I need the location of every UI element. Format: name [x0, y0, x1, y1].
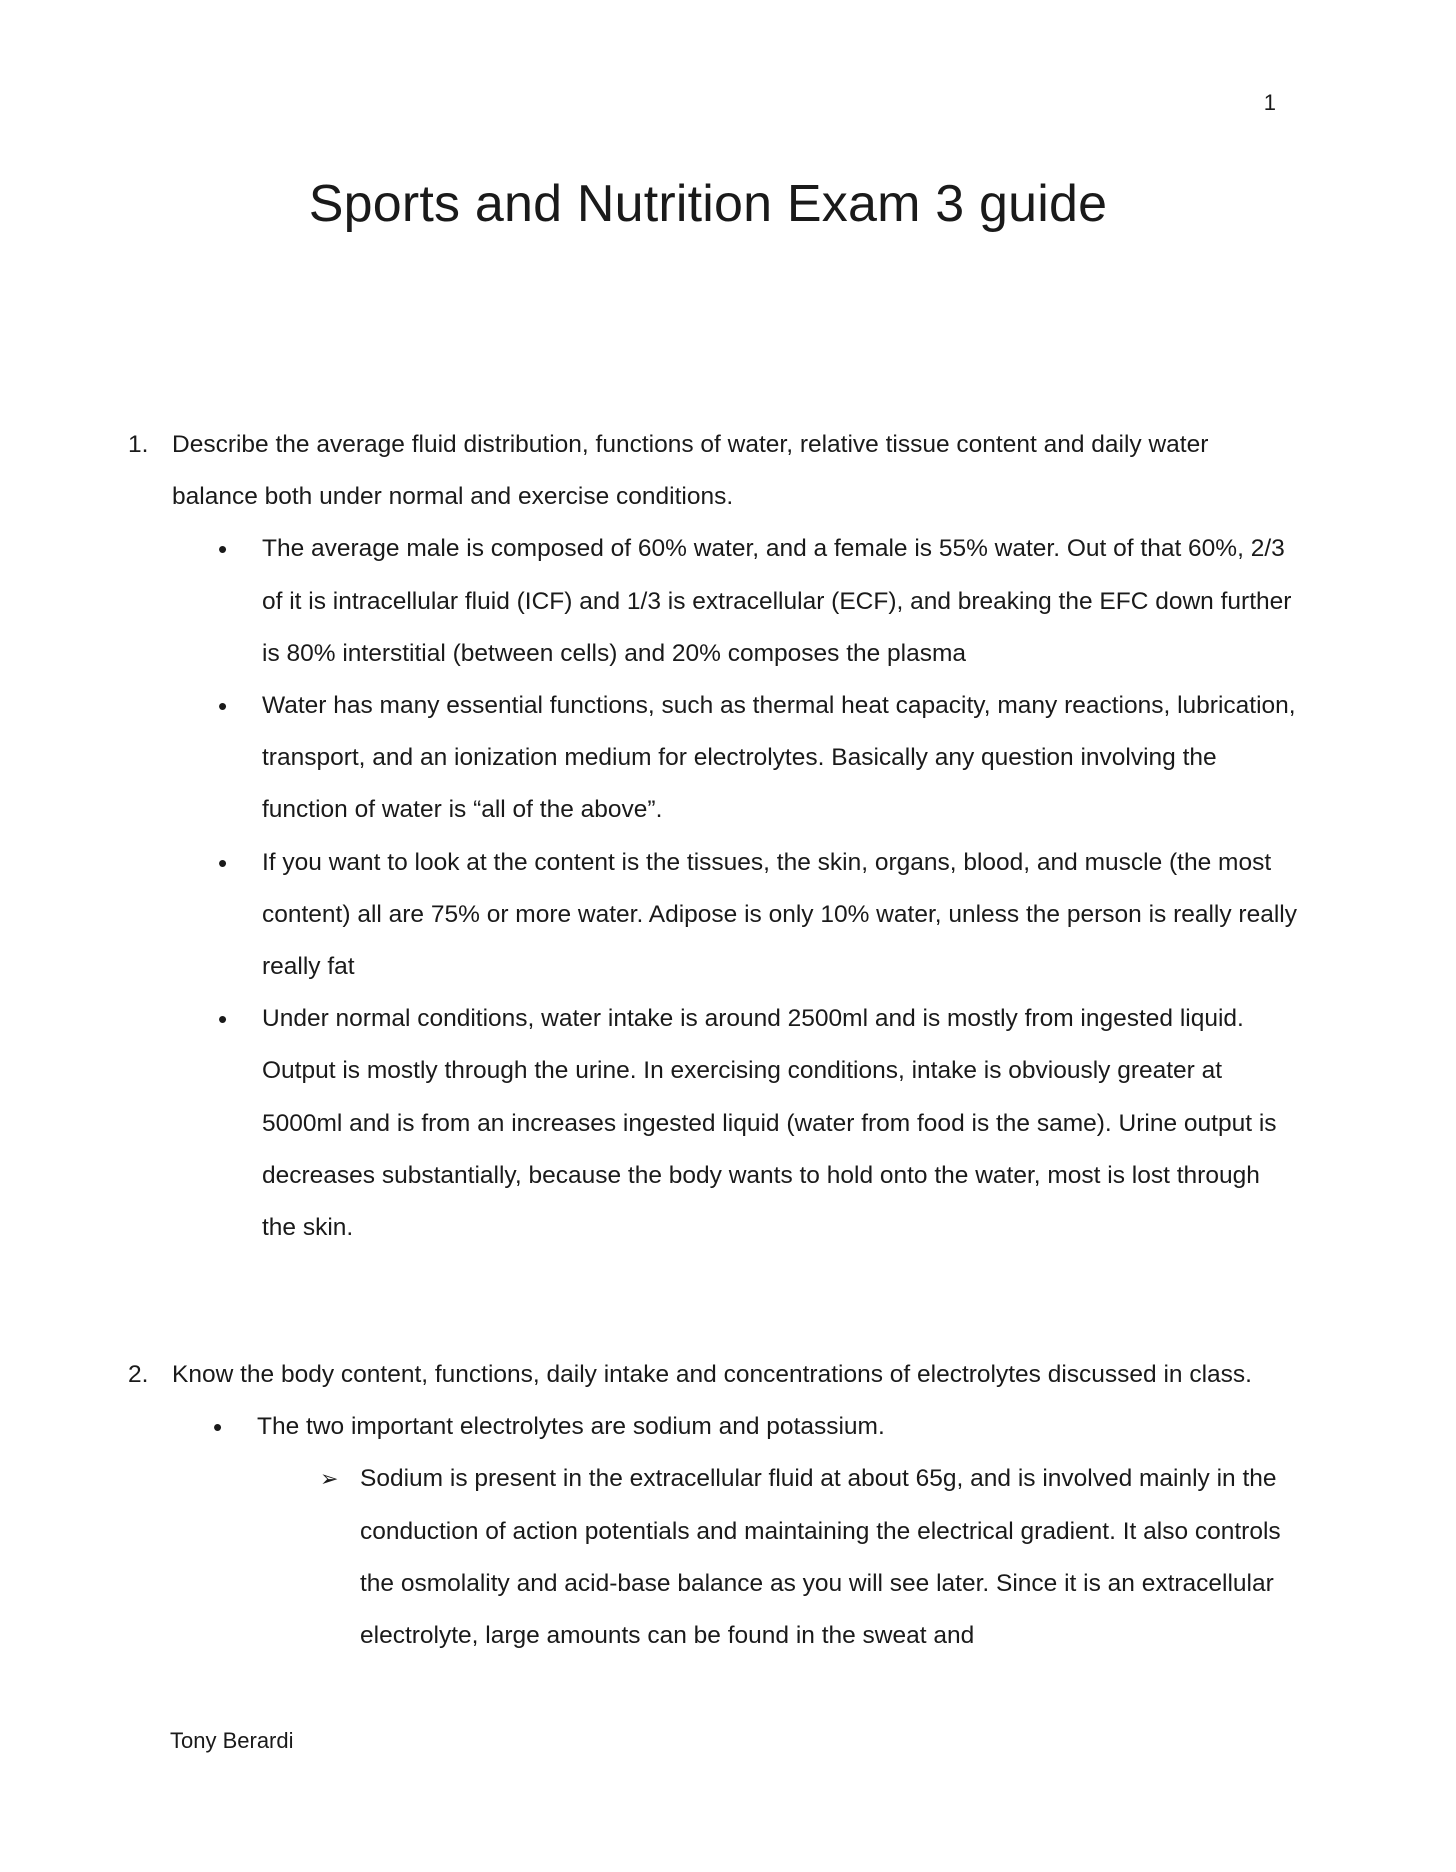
question-1 — [128, 419, 1298, 1254]
question-1-number: 1. — [128, 431, 149, 458]
bullet-icon: • — [218, 847, 228, 878]
question-2-number: 2. — [128, 1361, 149, 1388]
question-2-subbullet-list — [128, 1453, 1298, 1662]
bullet-text: If you want to look at the content is the tissues, the skin, organs, blood, and muscle (the most content) all are 75% or more water. Adipose is only 10% water, unless the person is really really really fat — [262, 848, 1297, 981]
bullet-text: Water has many essential functions, such as thermal heat capacity, many reactions, lubrication, transport, and an ionization medium for electrolytes. Basically any question involving the function of water is “all of the above”. — [262, 692, 1296, 824]
list-item — [128, 837, 1298, 994]
question-2-text: Know the body content, functions, daily intake and concentrations of electrolytes discussed in class. — [172, 1361, 1252, 1388]
bullet-text: The average male is composed of 60% water, and a female is 55% water. Out of that 60%, 2/3 of it is intracellular fluid (ICF) and 1/3 is extracellular (ECF), and breaking the EFC down further is 80% interstitial (between cells) and 20% composes the plasma — [262, 535, 1292, 667]
question-1-text: Describe the average fluid distribution, functions of water, relative tissue content and daily water balance both under normal and exercise conditions. — [172, 431, 1209, 511]
question-2 — [128, 1349, 1298, 1662]
bullet-text: The two important electrolytes are sodium and potassium. — [257, 1413, 885, 1441]
question-1-header — [128, 419, 1298, 523]
footer-author: Tony Berardi — [170, 1728, 294, 1753]
document-title: Sports and Nutrition Exam 3 guide — [308, 175, 1108, 233]
list-item — [128, 1401, 1298, 1453]
question-1-bullet-list — [128, 523, 1298, 1254]
list-item — [128, 523, 1298, 680]
arrow-bullet-icon: ➢ — [320, 1466, 339, 1492]
bullet-icon: • — [218, 1004, 228, 1035]
bullet-icon: • — [213, 1412, 223, 1443]
list-item — [128, 1453, 1298, 1662]
page-number: 1 — [1263, 90, 1276, 115]
bullet-icon: • — [218, 691, 228, 722]
question-2-bullet-list — [128, 1401, 1298, 1453]
list-item — [128, 680, 1298, 837]
list-item — [128, 993, 1298, 1254]
question-2-header — [128, 1349, 1298, 1401]
bullet-text: Under normal conditions, water intake is around 2500ml and is mostly from ingested liquid. Output is mostly through the urine. In exercising conditions, intake is obviously greater at 5000ml and is from an increases ingested liquid (water from food is the same). Urine output is decreases substantially, because the body wants to hold onto the water, most is lost through the skin. — [262, 1005, 1277, 1242]
subbullet-text: Sodium is present in the extracellular fluid at about 65g, and is involved mainly in the conduction of action potentials and maintaining the electrical gradient. It also controls the osmolality and acid-base balance as you will see later. Since it is an extracellular electrolyte, large amounts can be found in the sweat and — [360, 1465, 1281, 1650]
bullet-icon: • — [218, 534, 228, 565]
